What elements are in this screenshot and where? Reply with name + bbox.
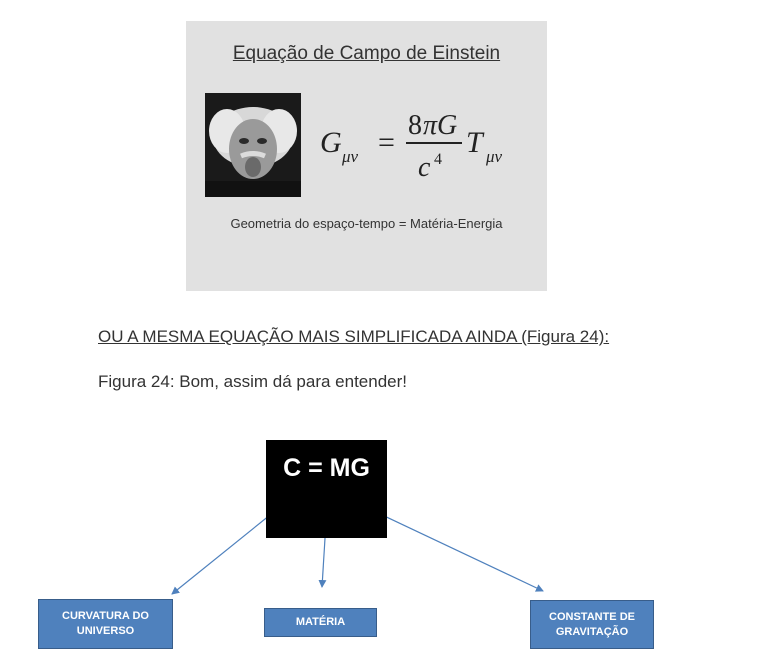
slide-title: Equação de Campo de Einstein [232, 43, 501, 64]
svg-text:μν: μν [486, 147, 503, 166]
svg-text:T: T [466, 126, 483, 159]
arrow-to-curvatura [172, 515, 270, 594]
arrow-to-constante [378, 513, 543, 591]
svg-text:8: 8 [408, 110, 422, 141]
section-heading: OU A MESMA EQUAÇÃO MAIS SIMPLIFICADA AINDA (Figura 24): [98, 327, 610, 346]
figure-caption: Figura 24: Bom, assim dá para entender! [98, 372, 407, 391]
svg-text:4: 4 [434, 151, 442, 168]
node-constante-label: CONSTANTE DE GRAVITAÇÃO [549, 610, 635, 638]
svg-text:=: = [378, 126, 395, 159]
node-curvatura-label: CURVATURA DO UNIVERSO [62, 610, 149, 637]
node-materia [264, 608, 377, 637]
node-constante [530, 600, 654, 649]
svg-text:μν: μν [342, 147, 359, 166]
svg-text:πG: πG [423, 110, 458, 141]
svg-text:G: G [320, 126, 342, 159]
svg-text:c: c [418, 152, 431, 183]
center-equation-label: C = MG [283, 454, 370, 482]
center-equation-box [266, 440, 387, 538]
node-curvatura [38, 599, 173, 649]
node-materia-label: MATÉRIA [295, 616, 346, 628]
slide-caption: Geometria do espaço-tempo = Matéria-Energia [230, 216, 503, 231]
